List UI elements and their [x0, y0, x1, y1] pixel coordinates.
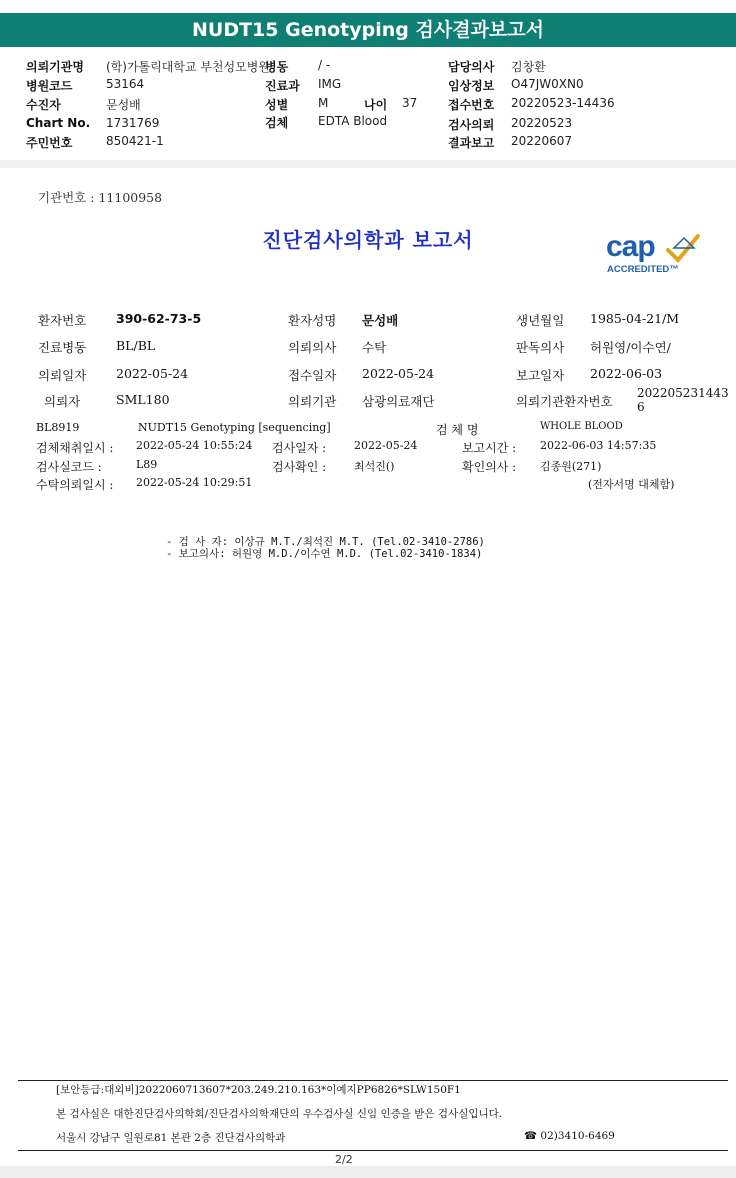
value-req-inst: 삼광의료재단 [362, 394, 435, 409]
value-inst-patient-no-1: 202205231443 [637, 386, 729, 400]
cap-accredited-text: ACCREDITED™ [607, 264, 679, 275]
security-level: [보안등급:대외비]2022060713607*203.249.210.163*이예지PP6826*SLW150F1 [56, 1084, 461, 1096]
value-hospital-code: 53164 [106, 77, 145, 91]
label-consign-time: 수탁의뢰일시 : [36, 478, 114, 492]
label-sex: 성별 [265, 98, 289, 112]
label-institution: 의뢰기관명 [26, 60, 84, 74]
value-req-doctor: 수탁 [362, 340, 387, 355]
value-report-date: 2022-06-03 [590, 366, 663, 381]
label-patient-no: 환자번호 [38, 313, 87, 328]
value-recv-date: 2022-05-24 [362, 366, 435, 381]
label-test-date: 검사일자 : [272, 441, 327, 455]
value-specimen: EDTA Blood [318, 114, 388, 128]
value-patient-name: 문성배 [362, 313, 399, 328]
label-department: 진료과 [265, 79, 300, 93]
value-chart-no: 1731769 [106, 116, 160, 130]
value-institution: (학)가톨릭대학교 부천성모병원 [106, 60, 270, 74]
lab-address: 서울시 강남구 일원로81 본관 2층 진단검사의학과 [56, 1132, 286, 1144]
label-age: 나이 [364, 98, 388, 112]
label-requester: 의뢰자 [44, 394, 81, 409]
label-inst-patient-no: 의뢰기관환자번호 [516, 394, 613, 409]
label-specimen-name: 검 체 명 [436, 423, 479, 437]
label-resident-no: 주민번호 [26, 136, 73, 150]
value-age: 37 [402, 96, 418, 110]
value-patient: 문성배 [106, 98, 141, 112]
label-specimen: 검체 [265, 116, 289, 130]
value-lab-code: L89 [136, 458, 158, 471]
value-collect-time: 2022-05-24 10:55:24 [136, 439, 253, 452]
label-accession-no: 접수번호 [448, 98, 495, 112]
label-req-date: 의뢰일자 [38, 368, 87, 383]
value-requester: SML180 [116, 392, 170, 407]
label-recv-date: 접수일자 [288, 368, 337, 383]
value-report-time: 2022-06-03 14:57:35 [540, 439, 657, 452]
tester-line: - 검 사 자: 이상규 M.T./최석진 M.T. (Tel.02-3410-2786) [166, 536, 485, 548]
label-result-report: 결과보고 [448, 136, 495, 150]
checkmark-icon [666, 234, 700, 264]
value-ward-report: BL/BL [116, 338, 156, 353]
report-banner-title: NUDT15 Genotyping 검사결과보고서 [0, 13, 736, 47]
value-patient-no: 390-62-73-5 [116, 311, 202, 326]
value-req-date: 2022-05-24 [116, 366, 189, 381]
accreditation-notice: 본 검사실은 대한진단검사의학회/진단검사의학재단의 우수검사실 신임 인증을 받은 검사실입니다. [56, 1108, 503, 1120]
footer-divider-bottom [18, 1150, 728, 1151]
value-physician: 김창환 [511, 60, 546, 74]
value-result-report: 20220607 [511, 134, 573, 148]
header-info [0, 56, 736, 156]
label-ward-report: 진료병동 [38, 340, 87, 355]
label-req-doctor: 의뢰의사 [288, 340, 337, 355]
value-clinical-info: O47JW0XN0 [511, 77, 584, 91]
label-report-date: 보고일자 [516, 368, 565, 383]
value-resident-no: 850421-1 [106, 134, 164, 148]
lab-phone: ☎ 02)3410-6469 [524, 1130, 615, 1142]
label-test-request: 검사의뢰 [448, 118, 495, 132]
label-lab-code: 검사실코드 : [36, 460, 102, 474]
section-divider [0, 160, 736, 168]
label-patient: 수진자 [26, 98, 61, 112]
label-physician: 담당의사 [448, 60, 495, 74]
label-reader: 판독의사 [516, 340, 565, 355]
footer-divider-top [18, 1080, 728, 1081]
label-dob: 생년월일 [516, 313, 565, 328]
cap-accredited-logo [598, 230, 708, 280]
label-confirm-doctor: 확인의사 : [462, 460, 517, 474]
value-reader: 허원영/이수연/ [590, 340, 671, 355]
report-title: 진단검사의학과 보고서 [262, 228, 474, 252]
page-bottom-gap [0, 1166, 736, 1178]
label-req-inst: 의뢰기관 [288, 394, 337, 409]
test-code: BL8919 [36, 421, 80, 434]
label-report-time: 보고시간 : [462, 441, 517, 455]
value-consign-time: 2022-05-24 10:29:51 [136, 476, 253, 489]
institution-number: 기관번호 : 11100958 [38, 190, 163, 205]
label-collect-time: 검체채취일시 : [36, 441, 114, 455]
value-dob: 1985-04-21/M [590, 311, 680, 326]
value-specimen-name: WHOLE BLOOD [540, 421, 623, 432]
value-test-confirm: 최석진() [354, 460, 395, 473]
label-ward: 병동 [265, 60, 289, 74]
test-name: NUDT15 Genotyping [sequencing] [138, 421, 331, 434]
value-sex: M [318, 96, 329, 110]
value-inst-patient-no-2: 6 [637, 400, 645, 414]
label-chart-no: Chart No. [26, 116, 91, 130]
cap-logo-text: cap [606, 230, 655, 263]
e-signature-note: (전자서명 대체함) [588, 478, 675, 491]
page-number: 2/2 [335, 1153, 353, 1166]
label-clinical-info: 임상정보 [448, 79, 495, 93]
value-department: IMG [318, 77, 342, 91]
label-patient-name: 환자성명 [288, 313, 337, 328]
label-test-confirm: 검사확인 : [272, 460, 327, 474]
reporter-line: - 보고의사: 허원영 M.D./이수연 M.D. (Tel.02-3410-1834) [166, 548, 483, 560]
value-test-request: 20220523 [511, 116, 573, 130]
value-test-date: 2022-05-24 [354, 439, 418, 452]
value-confirm-doctor: 김종원(271) [540, 460, 602, 473]
value-accession-no: 20220523-14436 [511, 96, 615, 110]
value-ward: / - [318, 58, 331, 72]
label-hospital-code: 병원코드 [26, 79, 73, 93]
